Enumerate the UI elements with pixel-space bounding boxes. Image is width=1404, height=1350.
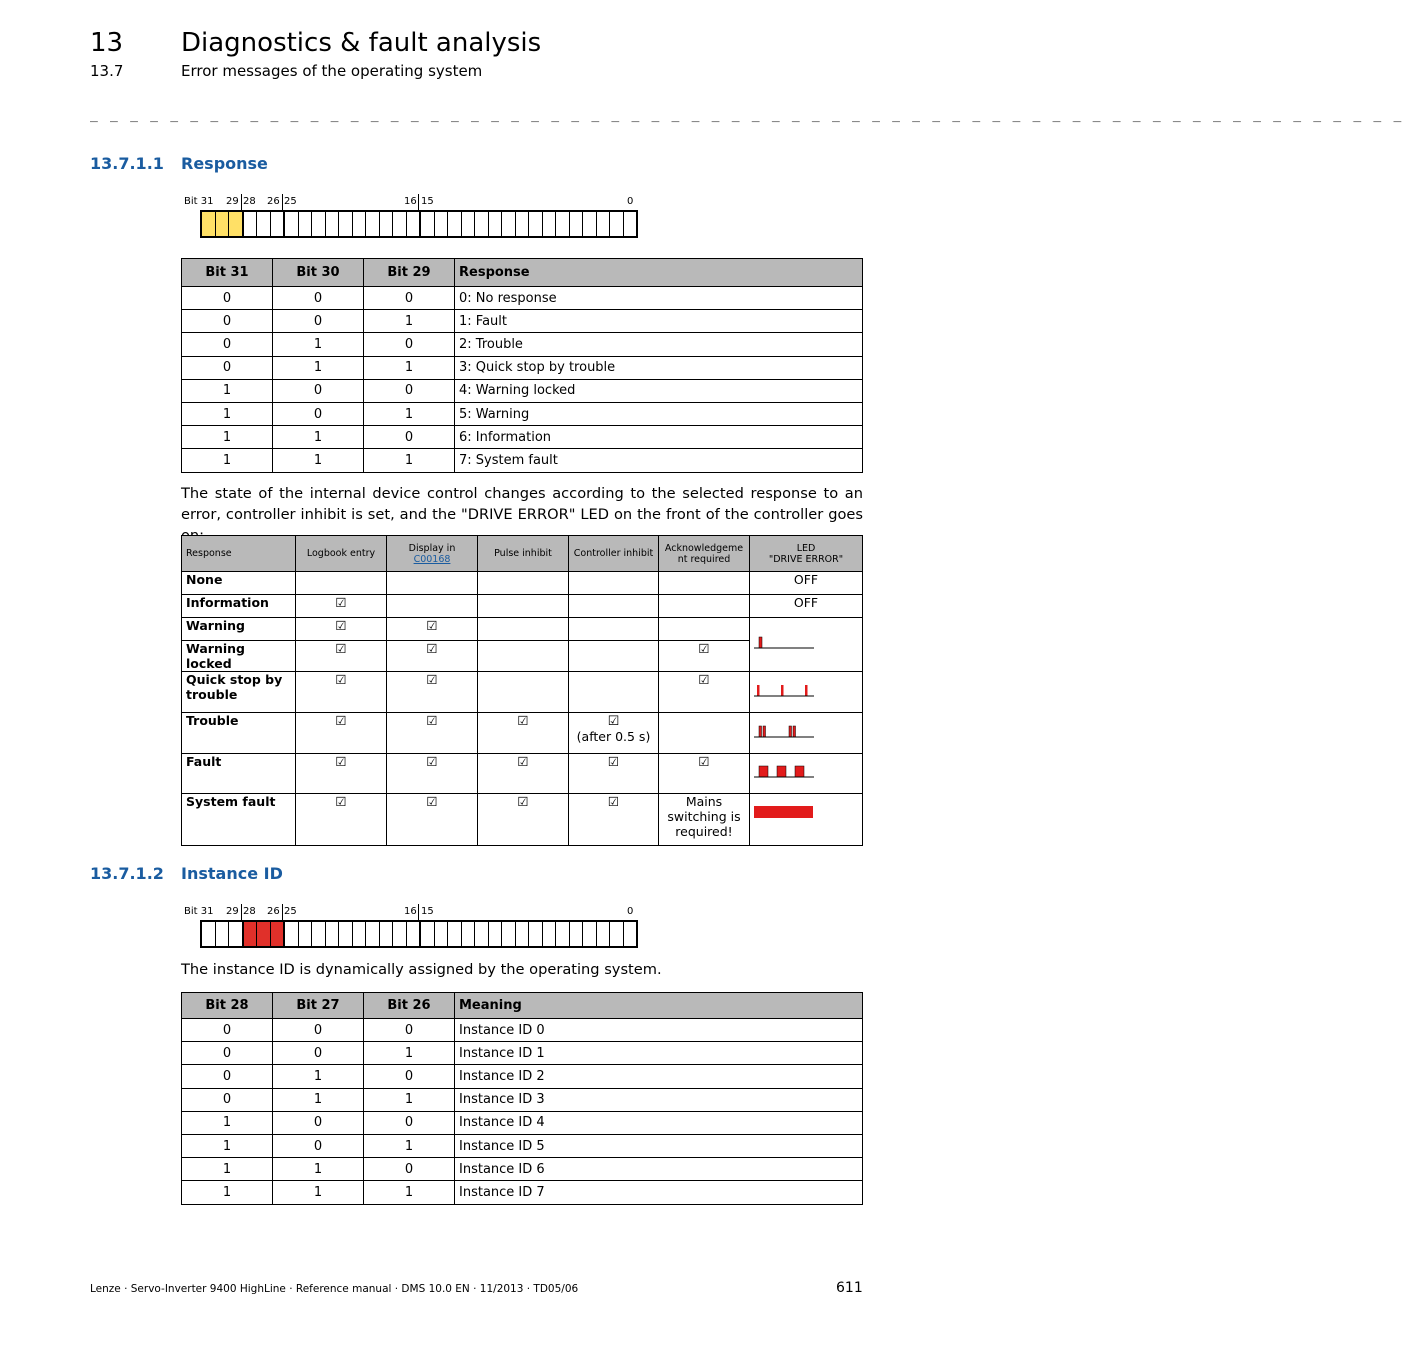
check-icon: ☑: [387, 754, 478, 794]
table-cell: 0: [182, 1088, 273, 1111]
check-icon: ☑: [659, 754, 750, 794]
bit-cell: [543, 922, 557, 946]
column-header: Controller inhibit: [569, 536, 659, 572]
table-row: [182, 379, 863, 402]
table-cell: 0: [273, 1111, 364, 1134]
after-note: (after 0.5 s): [576, 729, 651, 744]
bit-label: 29: [226, 196, 239, 207]
table-row: [182, 449, 863, 472]
table-cell: 0: [364, 426, 455, 449]
column-header: Bit 26: [364, 993, 455, 1019]
bit-cell: [421, 922, 435, 946]
table-row: [182, 1019, 863, 1042]
table-cell: 1: [364, 1181, 455, 1204]
bit-cell: [462, 212, 476, 236]
table-cell: 0: [273, 310, 364, 333]
bit-label: 25: [284, 196, 297, 207]
bit-cell: [407, 212, 422, 236]
check-icon: ☑: [478, 754, 569, 794]
table-row: [182, 356, 863, 379]
row-name: System fault: [182, 794, 296, 846]
bit-cell: [462, 922, 476, 946]
table-cell: 1: [273, 426, 364, 449]
bit-cell: [556, 212, 570, 236]
bit-label: 25: [284, 906, 297, 917]
footer-text: Lenze · Servo-Inverter 9400 HighLine · Reference manual · DMS 10.0 EN · 11/2013 · TD05/06: [90, 1283, 579, 1295]
table-cell: Instance ID 1: [455, 1042, 863, 1065]
table-cell: 1: [364, 356, 455, 379]
table-cell: 6: Information: [455, 426, 863, 449]
header-separator: _ _ _ _ _ _ _ _ _ _ _ _ _ _ _ _ _ _ _ _ _ _ _ _ _ _ _ _ _ _ _ _ _ _ _ _ _ _ _ _ _ _ _ _ _ _ _ _ _ _ _ _ _ _ _ _ _ _ _ _ _ _ _ _ _ _: [90, 108, 1404, 123]
bit-cell: [244, 212, 258, 236]
bit-cell: [624, 922, 637, 946]
table-cell: 1: [273, 449, 364, 472]
table-cell: 1: [273, 1158, 364, 1181]
row-name: Information: [182, 595, 296, 618]
table-cell: 0: [364, 287, 455, 310]
table-cell: 2: Trouble: [455, 333, 863, 356]
table-cell: 0: [273, 287, 364, 310]
bit-cell: [516, 922, 530, 946]
section-title: Error messages of the operating system: [181, 62, 483, 80]
section-number: 13.7: [90, 62, 124, 80]
table-cell: 0: [364, 1019, 455, 1042]
response-heading-number: 13.7.1.1: [90, 154, 164, 173]
table-cell: 0: [364, 333, 455, 356]
bit-cell: [529, 922, 543, 946]
check-icon: ☑: [569, 794, 659, 846]
table-cell: 1: [273, 333, 364, 356]
table-cell: Instance ID 5: [455, 1134, 863, 1157]
check-icon: ☑: [296, 713, 387, 754]
table-cell: 1: [364, 1088, 455, 1111]
table-cell: 0: [364, 379, 455, 402]
column-header: Response: [182, 536, 296, 572]
instance-heading-title: Instance ID: [181, 864, 283, 883]
column-header: Pulse inhibit: [478, 536, 569, 572]
table-cell: 0: [364, 1158, 455, 1181]
led-steady-on-icon: [750, 794, 863, 846]
bit-cell: [229, 922, 244, 946]
bit-cell: [516, 212, 530, 236]
table-cell: Instance ID 0: [455, 1019, 863, 1042]
bit-cell: [257, 212, 271, 236]
bit-cell: [312, 922, 326, 946]
check-icon: ☑: [296, 641, 387, 672]
table-cell: 0: [273, 1019, 364, 1042]
check-icon: ☑: [296, 595, 387, 618]
bit-cell: [570, 212, 584, 236]
column-header: Bit 27: [273, 993, 364, 1019]
table-cell: 0: [182, 310, 273, 333]
bit-cell: [489, 212, 503, 236]
check-icon: ☑: [296, 754, 387, 794]
bit-cell: [366, 922, 380, 946]
bit-cell: [475, 212, 489, 236]
check-icon: ☑: [387, 672, 478, 713]
check-icon: ☑: [296, 794, 387, 846]
bit-cell: [610, 922, 624, 946]
table-cell: Instance ID 3: [455, 1088, 863, 1111]
table-cell: Instance ID 2: [455, 1065, 863, 1088]
table-cell: 4: Warning locked: [455, 379, 863, 402]
column-header: Logbook entry: [296, 536, 387, 572]
led-state: OFF: [750, 572, 863, 595]
bit-label: 29: [226, 906, 239, 917]
table-cell: Instance ID 4: [455, 1111, 863, 1134]
bit-label: 15: [421, 906, 434, 917]
table-cell: 1: [273, 356, 364, 379]
bit-cell: [257, 922, 271, 946]
c00168-link[interactable]: C00168: [413, 553, 451, 565]
table-row: [182, 402, 863, 425]
table-cell: Instance ID 7: [455, 1181, 863, 1204]
table-cell: 1: [273, 1065, 364, 1088]
mains-note: Mains switching is required!: [659, 794, 750, 846]
bit-label: 26: [267, 196, 280, 207]
table-cell: 7: System fault: [455, 449, 863, 472]
table-row: [182, 1158, 863, 1181]
check-icon: ☑: [387, 618, 478, 641]
table-cell: 0: [182, 356, 273, 379]
table-cell: 1: [182, 1158, 273, 1181]
table-cell: 1: [182, 379, 273, 402]
chapter-number: 13: [90, 28, 124, 58]
bit-cell: [502, 212, 516, 236]
bit-cell: [244, 922, 258, 946]
row-name: Quick stop by trouble: [182, 672, 296, 713]
row-name: Warning: [182, 618, 296, 641]
bit-cell: [353, 212, 367, 236]
table-row: [182, 1111, 863, 1134]
table-row: [182, 1065, 863, 1088]
bit-cell: [475, 922, 489, 946]
table-row: [182, 426, 863, 449]
table-cell: 1: [364, 402, 455, 425]
column-header: Meaning: [455, 993, 863, 1019]
led-periodic-flash-icon: [750, 672, 863, 713]
bit-label: 16: [404, 906, 417, 917]
bit-cell: [326, 922, 340, 946]
bit-cell: [448, 212, 462, 236]
bit-cell: [393, 922, 407, 946]
bit-cell: [624, 212, 637, 236]
led-double-flash-icon: [750, 713, 863, 754]
table-cell: 0: [182, 1042, 273, 1065]
bit-cell: [326, 212, 340, 236]
bit-cell: [216, 922, 230, 946]
table-cell: 0: [273, 402, 364, 425]
chapter-title: Diagnostics & fault analysis: [181, 28, 542, 58]
bit-cell: [339, 922, 353, 946]
table-cell: 1: [364, 449, 455, 472]
table-cell: 3: Quick stop by trouble: [455, 356, 863, 379]
check-icon: ☑: [387, 641, 478, 672]
check-icon: ☑: [296, 672, 387, 713]
row-name: Warning locked: [182, 641, 296, 672]
bit-cell: [570, 922, 584, 946]
table-cell: 0: [182, 1019, 273, 1042]
column-header: LED "DRIVE ERROR": [750, 536, 863, 572]
bit-cell: [312, 212, 326, 236]
bit-label: 0: [627, 196, 634, 207]
bit-cell: [229, 212, 244, 236]
bit-label: Bit 31: [184, 906, 214, 917]
response-bits-table: [181, 258, 863, 473]
table-row: [182, 287, 863, 310]
response-heading-title: Response: [181, 154, 268, 173]
table-cell: 1: [364, 1134, 455, 1157]
table-cell: 0: [182, 333, 273, 356]
bit-cell: [597, 922, 611, 946]
bit-cell: [202, 922, 216, 946]
table-row: [182, 310, 863, 333]
bit-cell: [556, 922, 570, 946]
table-cell: 5: Warning: [455, 402, 863, 425]
table-cell: 0: [182, 1065, 273, 1088]
bit-cell: [299, 922, 313, 946]
instance-paragraph: The instance ID is dynamically assigned by the operating system.: [181, 961, 662, 978]
bit-cell: [299, 212, 313, 236]
bit-cell: [448, 922, 462, 946]
bit-label: 28: [243, 906, 256, 917]
table-cell: 1: [273, 1181, 364, 1204]
check-icon: ☑: [659, 672, 750, 713]
check-icon: ☑: [659, 641, 750, 672]
row-name: Trouble: [182, 713, 296, 754]
table-cell: 0: [273, 379, 364, 402]
bit-cell: [421, 212, 435, 236]
table-cell: 1: [364, 1042, 455, 1065]
check-icon: ☑: [478, 794, 569, 846]
bit-cell: [435, 212, 449, 236]
led-blinking-icon: [750, 754, 863, 794]
check-icon: ☑: [607, 714, 620, 729]
led-single-flash-icon: [750, 618, 863, 672]
row-name: Fault: [182, 754, 296, 794]
check-icon: ☑: [478, 713, 569, 754]
table-cell: 0: [273, 1042, 364, 1065]
response-paragraph: The state of the internal device control changes according to the selected response to an error, controller inhibit is set, and the "DRIVE ERROR" LED on the front of the controller goes: [181, 485, 863, 523]
bit-cell: [583, 212, 597, 236]
table-cell: 1: [182, 1111, 273, 1134]
bit-cell: [489, 922, 503, 946]
table-row: [182, 1088, 863, 1111]
bit-cell: [202, 212, 216, 236]
table-cell: 1: [182, 426, 273, 449]
table-cell: 1: [182, 449, 273, 472]
bit-label: 16: [404, 196, 417, 207]
table-cell: Instance ID 6: [455, 1158, 863, 1181]
check-icon: ☑: [569, 754, 659, 794]
bit-label: Bit 31: [184, 196, 214, 207]
bit-register: [200, 210, 638, 238]
check-icon: ☑: [387, 713, 478, 754]
bit-cell: [393, 212, 407, 236]
bit-label: 28: [243, 196, 256, 207]
bit-cell: [597, 212, 611, 236]
bit-cell: [380, 922, 394, 946]
page-number: 611: [836, 1280, 863, 1296]
row-name: None: [182, 572, 296, 595]
column-header: Response: [455, 259, 863, 287]
bit-label: 0: [627, 906, 634, 917]
instance-heading-number: 13.7.1.2: [90, 864, 164, 883]
table-row: [182, 1181, 863, 1204]
bit-cell: [285, 212, 299, 236]
table-row: [182, 1134, 863, 1157]
table-cell: 1: [273, 1088, 364, 1111]
table-cell: 1: [182, 402, 273, 425]
column-header: Bit 29: [364, 259, 455, 287]
column-header: Bit 31: [182, 259, 273, 287]
bit-cell: [610, 212, 624, 236]
table-cell: 0: No response: [455, 287, 863, 310]
table-cell: 1: Fault: [455, 310, 863, 333]
bit-cell: [353, 922, 367, 946]
table-row: [182, 1042, 863, 1065]
device-state-table: [181, 535, 863, 846]
bit-cell: [271, 212, 286, 236]
table-cell: 1: [364, 310, 455, 333]
bit-label: 26: [267, 906, 280, 917]
bit-cell: [529, 212, 543, 236]
column-header: Acknowledgeme nt required: [659, 536, 750, 572]
column-header: Bit 30: [273, 259, 364, 287]
column-header: Display in C00168: [387, 536, 478, 572]
bit-register: [200, 920, 638, 948]
table-cell: 0: [364, 1111, 455, 1134]
bit-cell: [285, 922, 299, 946]
led-state: OFF: [750, 595, 863, 618]
bit-cell: [366, 212, 380, 236]
bit-cell: [380, 212, 394, 236]
bit-cell: [407, 922, 422, 946]
table-cell: 0: [273, 1134, 364, 1157]
bit-cell: [502, 922, 516, 946]
bit-cell: [435, 922, 449, 946]
table-cell: 1: [182, 1181, 273, 1204]
check-icon: ☑: [296, 618, 387, 641]
table-cell: 0: [364, 1065, 455, 1088]
table-row: [182, 333, 863, 356]
bit-cell: [216, 212, 230, 236]
bit-cell: [543, 212, 557, 236]
table-cell: 0: [182, 287, 273, 310]
controller-inhibit-cell: [569, 713, 659, 754]
column-header: Bit 28: [182, 993, 273, 1019]
bit-cell: [583, 922, 597, 946]
bit-cell: [271, 922, 286, 946]
bit-label: 15: [421, 196, 434, 207]
bit-cell: [339, 212, 353, 236]
instance-id-table: [181, 992, 863, 1205]
check-icon: ☑: [387, 794, 478, 846]
table-cell: 1: [182, 1134, 273, 1157]
